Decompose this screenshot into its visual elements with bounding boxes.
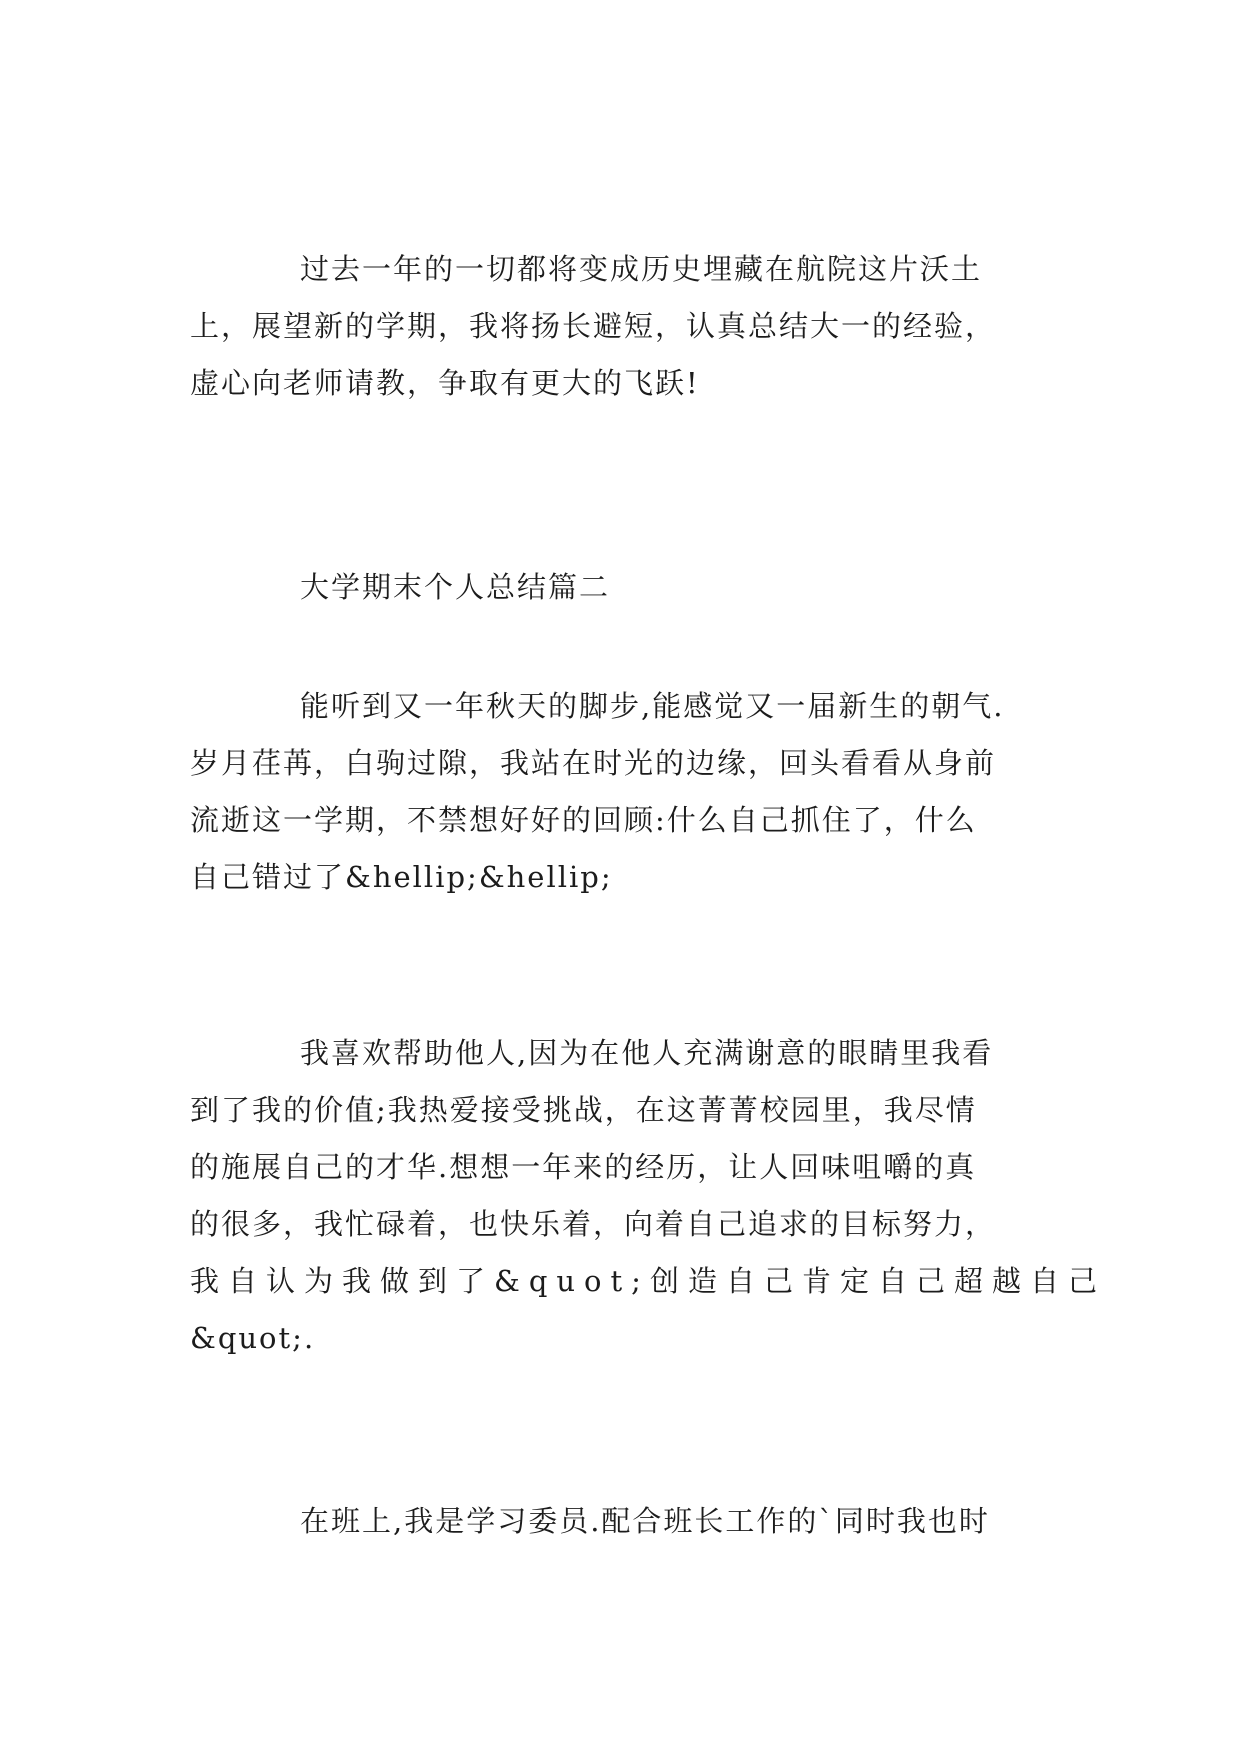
paragraph-line: 虚心向老师请教，争取有更大的飞跃! [190, 366, 700, 400]
paragraph-helping-others [190, 1025, 1106, 1367]
paragraph-line: 到了我的价值;我热爱接受挑战，在这菁菁校园里，我尽情 [190, 1093, 977, 1127]
heading-text: 大学期末个人总结篇二 [300, 570, 611, 604]
paragraph-reflection [190, 241, 1060, 412]
paragraph-line: 上，展望新的学期，我将扬长避短，认真总结大一的经验， [190, 309, 997, 343]
paragraph-line: 我喜欢帮助他人,因为在他人充满谢意的眼睛里我看 [300, 1036, 994, 1070]
paragraph-autumn [190, 678, 1060, 906]
paragraph-line: &quot;. [190, 1321, 316, 1355]
section-heading [190, 559, 1060, 616]
paragraph-class-role [190, 1493, 1060, 1550]
paragraph-line: 自己错过了&hellip;&hellip; [190, 860, 613, 894]
paragraph-line: 的很多，我忙碌着，也快乐着，向着自己追求的目标努力， [190, 1207, 997, 1241]
paragraph-line: 在班上,我是学习委员.配合班长工作的`同时我也时 [300, 1504, 990, 1538]
paragraph-line: 过去一年的一切都将变成历史埋藏在航院这片沃土 [300, 252, 983, 286]
paragraph-line: 岁月荏苒，白驹过隙，我站在时光的边缘，回头看看从身前 [190, 746, 997, 780]
paragraph-line: 能听到又一年秋天的脚步,能感觉又一届新生的朝气. [300, 689, 1005, 723]
paragraph-line: 流逝这一学期，不禁想好好的回顾:什么自己抓住了，什么 [190, 803, 977, 837]
paragraph-line: 的施展自己的才华.想想一年来的经历，让人回味咀嚼的真 [190, 1150, 977, 1184]
paragraph-line: 我自认为我做到了&quot;创造自己肯定自己超越自己 [190, 1264, 1106, 1298]
